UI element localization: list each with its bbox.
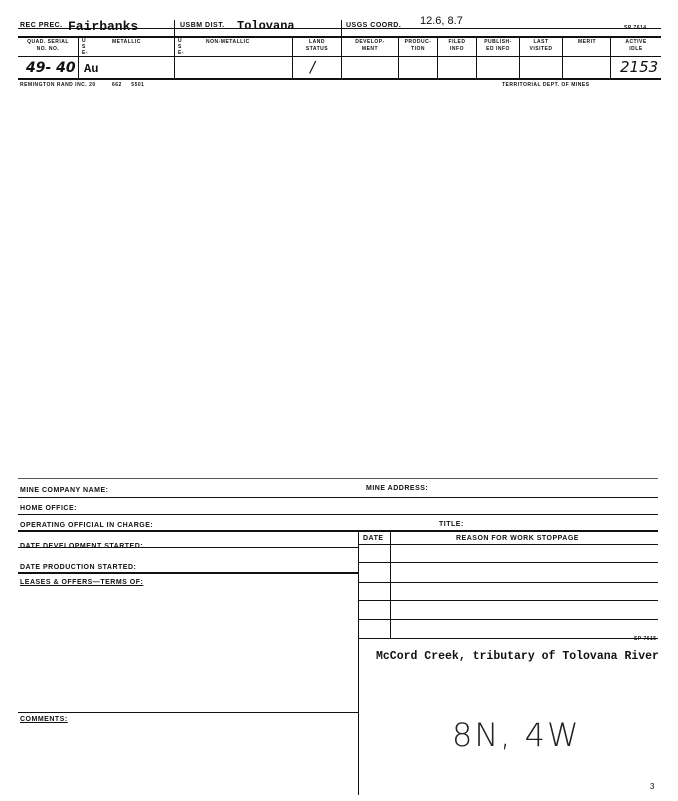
rule bbox=[358, 600, 658, 601]
mine-company-label: MINE COMPANY NAME: bbox=[20, 487, 109, 494]
printer-imprint: REMINGTON RAND INC. 20 bbox=[20, 82, 96, 88]
rec-prec-value: Fairbanks bbox=[68, 19, 139, 34]
active-idle-value: 2153 bbox=[620, 58, 659, 76]
divider bbox=[292, 37, 293, 78]
column-metallic: METALLIC bbox=[112, 39, 141, 45]
rule bbox=[358, 544, 658, 545]
issuing-department: TERRITORIAL DEPT. OF MINES bbox=[502, 82, 590, 88]
quad-serial-value: 49- 40 bbox=[26, 60, 76, 76]
rule bbox=[358, 562, 658, 563]
rule bbox=[18, 497, 658, 498]
metallic-value: Au bbox=[84, 62, 99, 76]
column-nonmetallic: NON-METALLIC bbox=[206, 39, 250, 45]
rule bbox=[18, 712, 358, 713]
column-published-info: PUBLISH- ED INFO bbox=[484, 39, 512, 52]
divider bbox=[174, 20, 175, 78]
mine-address-label: MINE ADDRESS: bbox=[366, 485, 429, 492]
land-status-value: / bbox=[310, 58, 316, 76]
column-last-visited: LAST VISITED bbox=[529, 39, 553, 52]
card-edge bbox=[18, 478, 658, 479]
top-card-data-rule bbox=[18, 56, 661, 57]
divider bbox=[78, 37, 79, 78]
column-development: DEVELOP- MENT bbox=[355, 39, 385, 52]
usgs-coord-label: USGS COORD. bbox=[346, 22, 402, 29]
column-land-status: LAND STATUS bbox=[305, 39, 329, 52]
divider bbox=[358, 530, 359, 795]
rule bbox=[18, 572, 358, 574]
leases-label: LEASES & OFFERS—TERMS OF: bbox=[20, 579, 144, 586]
divider bbox=[562, 37, 563, 78]
corner-mark: 3 bbox=[650, 782, 655, 791]
usgs-coord-value: 12.6, 8.7 bbox=[420, 15, 463, 27]
date-header: DATE bbox=[363, 535, 384, 542]
operating-official-label: OPERATING OFFICIAL IN CHARGE: bbox=[20, 522, 154, 529]
rule bbox=[358, 582, 658, 583]
top-card-column-rule bbox=[18, 36, 661, 38]
column-use-prefix: U S E- bbox=[178, 38, 184, 56]
top-card-bottom-rule bbox=[18, 78, 661, 80]
print-codes: 662 5501 bbox=[112, 82, 145, 88]
column-quad-serial: QUAD. SERIAL NO. NO. bbox=[27, 39, 69, 52]
column-merit: MERIT bbox=[577, 39, 597, 45]
home-office-label: HOME OFFICE: bbox=[20, 505, 77, 512]
form-number: SP 7614 bbox=[624, 25, 647, 31]
usbm-dist-value: Tolovana bbox=[237, 19, 295, 33]
dev-started-label: DATE DEVELOPMENT STARTED: bbox=[20, 543, 144, 550]
rule bbox=[358, 619, 658, 620]
column-production: PRODUC- TION bbox=[404, 39, 432, 52]
form-number: SP 7615 bbox=[634, 636, 657, 642]
reason-header: REASON FOR WORK STOPPAGE bbox=[456, 535, 579, 542]
usbm-dist-label: USBM DIST. bbox=[180, 22, 225, 29]
prod-started-label: DATE PRODUCTION STARTED: bbox=[20, 564, 137, 571]
rec-prec-label: REC PREC. bbox=[20, 22, 63, 29]
column-use-prefix: U S E- bbox=[82, 38, 88, 56]
location-note: McCord Creek, tributary of Tolovana River bbox=[376, 650, 659, 663]
column-active-idle: ACTIVE IDLE bbox=[625, 39, 647, 52]
divider bbox=[341, 20, 342, 78]
rule bbox=[18, 530, 658, 532]
handwritten-coordinates: 8N, 4W bbox=[452, 716, 581, 754]
title-label: TITLE: bbox=[439, 521, 464, 528]
divider bbox=[390, 530, 391, 638]
rule bbox=[358, 638, 658, 639]
column-filed-info: FILED INFO bbox=[448, 39, 466, 52]
comments-label: COMMENTS: bbox=[20, 716, 68, 723]
rule bbox=[18, 514, 658, 515]
